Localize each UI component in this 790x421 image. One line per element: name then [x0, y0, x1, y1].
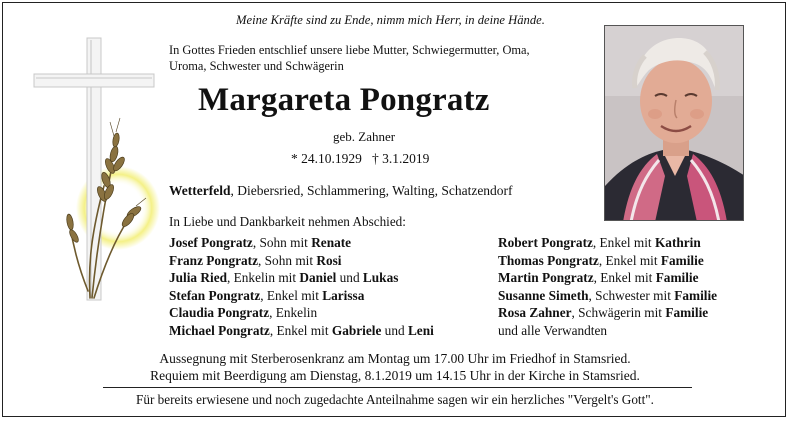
mourner-relation: , Schwester mit: [588, 287, 675, 303]
mourner-name: Gabriele: [331, 322, 382, 338]
mourners-right-column: [498, 234, 717, 339]
mourner-relation: , Schwägerin mit: [571, 305, 666, 320]
mourner-name: Kathrin: [654, 235, 701, 250]
mourner-line: [498, 234, 717, 252]
intro-line: Uroma, Schwester und Schwägerin: [169, 59, 344, 73]
mourner-name: Leni: [407, 322, 434, 338]
mourners-left-column: [169, 234, 434, 339]
life-dates: * 24.10.1929 † 3.1.2019: [291, 151, 430, 166]
mourner-relation: , Enkel mit: [593, 270, 656, 285]
mourner-name: Julia Ried: [169, 270, 227, 285]
mourner-name: Michael Pongratz: [169, 322, 270, 338]
mourner-name: Franz Pongratz: [169, 252, 258, 268]
mourner-relation: , Enkel mit: [260, 287, 323, 303]
service-line-requiem: Requiem mit Beerdigung am Dienstag, 8.1.2019 um 14.15 Uhr in der Kirche in Stamsried.: [150, 368, 640, 383]
mourner-line: [498, 252, 717, 270]
mourner-name: Familie: [655, 270, 699, 285]
mourner-name: Familie: [660, 252, 704, 268]
mourner-relation: , Sohn mit: [252, 235, 312, 250]
deceased-name: Margareta Pongratz: [198, 82, 490, 118]
mourner-relation: , Enkelin mit: [227, 270, 300, 285]
mourner-name: Familie: [665, 305, 709, 320]
mourner-line: [169, 269, 434, 287]
thanks-text: Für bereits erwiesene und noch zugedachte Anteilnahme sagen wir ein herzliches "Vergelt's Gott".: [136, 392, 654, 407]
mourner-name: Martin Pongratz: [498, 270, 594, 285]
intro-line: In Gottes Frieden entschlief unsere liebe Mutter, Schwiegermutter, Oma,: [169, 43, 530, 57]
mourner-relation: , Enkel mit: [598, 252, 661, 268]
farewell-text: In Liebe und Dankbarkeit nehmen Abschied:: [169, 214, 406, 229]
mourner-line: [498, 322, 717, 340]
mourner-name: Josef Pongratz: [169, 235, 253, 250]
mourner-relation: und: [381, 322, 408, 338]
cross-horizontal-beam: [34, 74, 154, 87]
place-primary: Wetterfeld: [169, 183, 231, 198]
mourner-relation: , Enkelin: [269, 305, 318, 320]
portrait-photo: [604, 25, 744, 221]
mourner-name: Claudia Pongratz: [169, 305, 270, 320]
mourner-relation: , Sohn mit: [258, 252, 317, 268]
mourner-name: Stefan Pongratz: [169, 287, 261, 303]
mourner-relation: und: [336, 270, 363, 285]
mourner-name: Lukas: [362, 270, 399, 285]
places-rest: , Diebersried, Schlammering, Walting, Schatzendorf: [230, 183, 513, 198]
mourner-name: Daniel: [299, 270, 337, 285]
mourner-line: [169, 252, 434, 270]
mourner-name: Robert Pongratz: [498, 235, 593, 250]
mourner-relation: , Enkel mit: [269, 322, 332, 338]
divider: [103, 387, 692, 388]
mourner-name: Susanne Simeth: [498, 287, 589, 303]
mourner-line: [498, 287, 717, 305]
quote: Meine Kräfte sind zu Ende, nimm mich Herr, in deine Hände.: [236, 13, 545, 27]
mourner-line: [498, 269, 717, 287]
mourner-line: [169, 234, 434, 252]
mourner-name: Familie: [674, 287, 718, 303]
intro-text: [169, 42, 530, 74]
mourner-line: [169, 287, 434, 305]
mourner-line: [169, 322, 434, 340]
mourner-line: [169, 304, 434, 322]
mourner-name: Rosi: [316, 252, 342, 268]
mourner-name: Renate: [311, 235, 352, 250]
mourner-name: Larissa: [322, 287, 365, 303]
maiden-name: geb. Zahner: [333, 129, 396, 144]
cross-with-wheat-illustration: [30, 36, 170, 306]
mourner-line: [498, 304, 717, 322]
mourner-relation: , Enkel mit: [592, 235, 655, 250]
service-line-blessing: Aussegnung mit Sterberosenkranz am Montag um 17.00 Uhr im Friedhof in Stamsried.: [159, 351, 631, 366]
mourner-name: Rosa Zahner: [498, 305, 572, 320]
mourner-name: Thomas Pongratz: [498, 252, 599, 268]
mourner-relation: und alle Verwandten: [498, 322, 608, 338]
places: [169, 183, 513, 199]
